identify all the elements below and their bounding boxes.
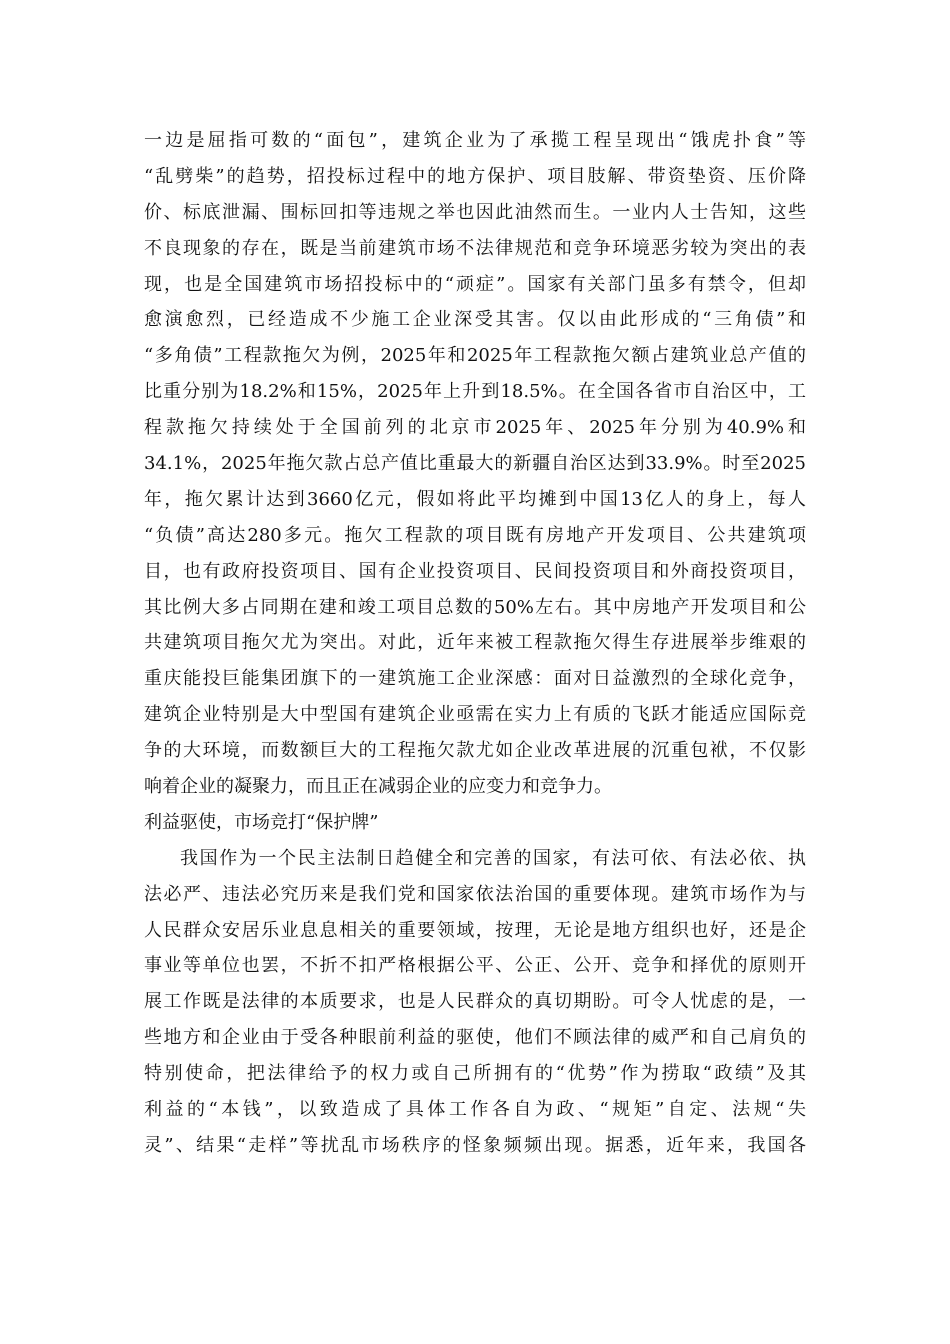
paragraph-line: “负债”高达280多元。拖欠工程款的项目既有房地产开发项目、公共建筑项 (144, 524, 806, 546)
document-page (144, 123, 806, 1164)
section-heading: 利益驱使，市场竞打“保护牌” (144, 811, 379, 833)
paragraph-line: 争的大环境，而数额巨大的工程拖欠款尤如企业改革进展的沉重包袱，不仅影 (144, 740, 806, 762)
paragraph-line: 34.1%，2025年拖欠款占总产值比重最大的新疆自治区达到33.9%。时至2025 (144, 453, 806, 475)
paragraph-1 (144, 123, 806, 805)
paragraph-line: 响着企业的凝聚力，而且正在减弱企业的应变力和竞争力。 (144, 776, 612, 798)
paragraph-line: 事业等单位也罢，不折不扣严格根据公平、公正、公开、竞争和择优的原则开 (144, 955, 806, 977)
paragraph-line: 展工作既是法律的本质要求，也是人民群众的真切期盼。可令人忧虑的是，一 (144, 991, 806, 1013)
paragraph-line: 价、标底泄漏、围标回扣等违规之举也因此油然而生。一业内人士告知，这些 (144, 201, 806, 223)
paragraph-line: 其比例大多占同期在建和竣工项目总数的50%左右。其中房地产开发项目和公 (144, 596, 806, 618)
paragraph-line: 共建筑项目拖欠尤为突出。对此，近年来被工程款拖欠得生存进展举步维艰的 (144, 632, 806, 654)
paragraph-line: 程款拖欠持续处于全国前列的北京市2025年、2025年分别为40.9%和 (144, 417, 806, 439)
paragraph-line: 灵”、结果“走样”等扰乱市场秩序的怪象频频出现。据悉，近年来，我国各 (144, 1134, 806, 1156)
paragraph-line: 我国作为一个民主法制日趋健全和完善的国家，有法可依、有法必依、执 (180, 847, 806, 869)
paragraph-line: “乱劈柴”的趋势，招投标过程中的地方保护、项目肢解、带资垫资、压价降 (144, 165, 806, 187)
paragraph-line: 特别使命，把法律给予的权力或自己所拥有的“优势”作为捞取“政绩”及其 (144, 1063, 806, 1085)
paragraph-line: 现，也是全国建筑市场招投标中的“顽症”。国家有关部门虽多有禁令，但却 (144, 273, 806, 295)
paragraph-line: 不良现象的存在，既是当前建筑市场不法律规范和竞争环境恶劣较为突出的表 (144, 237, 806, 259)
paragraph-line: 比重分别为18.2%和15%，2025年上升到18.5%。在全国各省市自治区中，工 (144, 381, 806, 403)
paragraph-line: 目，也有政府投资项目、国有企业投资项目、民间投资项目和外商投资项目， (144, 560, 806, 582)
paragraph-2 (144, 841, 806, 1164)
paragraph-line: 重庆能投巨能集团旗下的一建筑施工企业深感：面对日益激烈的全球化竞争， (144, 668, 806, 690)
paragraph-line: 利益的“本钱”，以致造成了具体工作各自为政、“规矩”自定、法规“失 (144, 1099, 806, 1121)
paragraph-line: 一边是屈指可数的“面包”，建筑企业为了承揽工程呈现出“饿虎扑食”等 (144, 130, 806, 151)
paragraph-line: 人民群众安居乐业息息相关的重要领域，按理，无论是地方组织也好，还是企 (144, 919, 806, 941)
paragraph-line: “多角债”工程款拖欠为例，2025年和2025年工程款拖欠额占建筑业总产值的 (144, 345, 806, 367)
paragraph-line: 法必严、违法必究历来是我们党和国家依法治国的重要体现。建筑市场作为与 (144, 883, 806, 905)
paragraph-line: 建筑企业特别是大中型国有建筑企业亟需在实力上有质的飞跃才能适应国际竞 (144, 704, 806, 726)
paragraph-line: 些地方和企业由于受各种眼前利益的驱使，他们不顾法律的威严和自己肩负的 (144, 1027, 806, 1049)
paragraph-line: 愈演愈烈，已经造成不少施工企业深受其害。仅以由此形成的“三角债”和 (144, 309, 806, 331)
paragraph-line: 年，拖欠累计达到3660亿元，假如将此平均摊到中国13亿人的身上，每人 (144, 488, 806, 510)
